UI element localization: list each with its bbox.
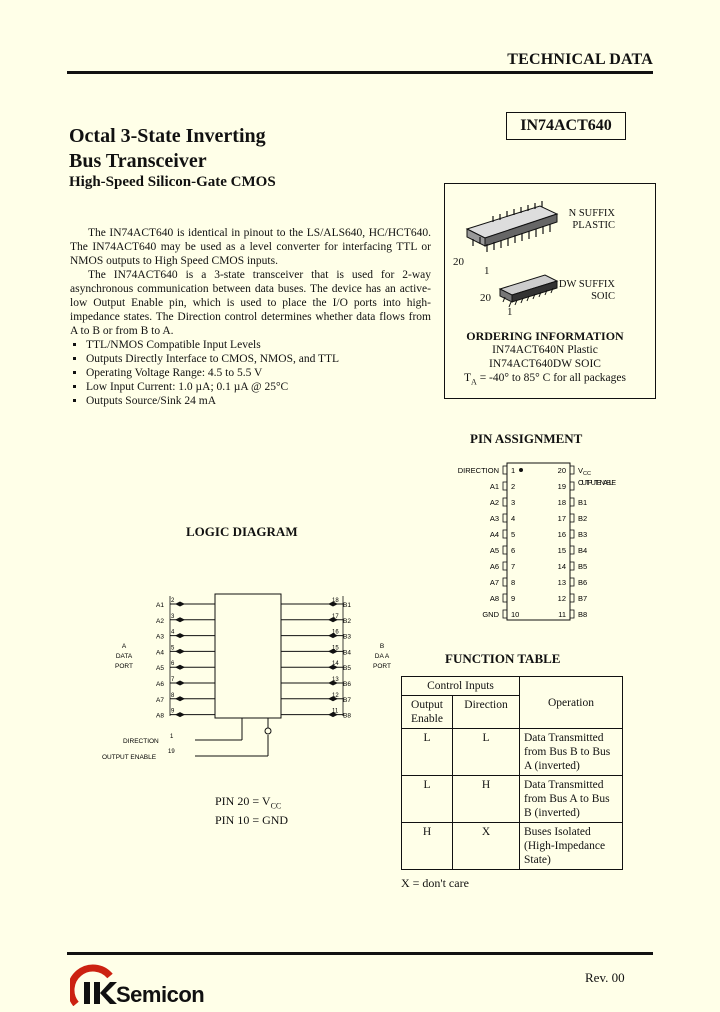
pin-lead xyxy=(570,610,574,618)
b-port-label-3: PORT xyxy=(373,663,391,670)
pin-number-right: 12 xyxy=(557,594,566,603)
pin-name-right: B1 xyxy=(578,498,588,507)
operation-header: Operation xyxy=(520,677,623,729)
pin-name-right: $V_{CC}$ xyxy=(578,466,591,477)
pin-lead xyxy=(503,594,507,602)
pin-lead xyxy=(570,498,574,506)
pin-number-left: 3 xyxy=(511,498,516,507)
arrow-right-icon xyxy=(180,665,185,670)
pin-name-right: B3 xyxy=(578,530,588,539)
b-pin-name: B5 xyxy=(343,665,351,673)
arrow-right-icon xyxy=(180,649,185,654)
b-pin-number: 13 xyxy=(332,677,339,683)
pin-name-right: OUTPUT ENABLE xyxy=(578,480,616,487)
company-name: Semicon xyxy=(116,982,205,1007)
control-inputs-header: Control Inputs xyxy=(402,677,520,696)
a-pin-name: A2 xyxy=(156,617,164,625)
soic-pin20-label: 20 xyxy=(480,292,491,304)
function-table-wrap xyxy=(401,676,623,870)
a-pin-name: A8 xyxy=(156,712,164,720)
dip-package-illustration xyxy=(467,201,557,252)
pin-number-left: 9 xyxy=(511,594,516,603)
pin-lead xyxy=(503,562,507,570)
footer-rule xyxy=(67,952,653,955)
pin-lead xyxy=(503,514,507,522)
ordering-information: ORDERING INFORMATION IN74ACT640N Plastic IN74ACT640DW SOIC $T_A = -40^\circ$ to 85° C for all packages xyxy=(464,329,626,387)
header-rule xyxy=(67,71,653,74)
pin-lead xyxy=(503,546,507,554)
b-port-label-1: B xyxy=(379,643,385,650)
pin-lead xyxy=(503,530,507,538)
arrow-left-icon xyxy=(175,649,180,654)
pin-name-left: A3 xyxy=(489,514,499,523)
dip-pin20-label: 20 xyxy=(453,256,464,268)
pin-lead xyxy=(503,498,507,506)
arrow-left-icon xyxy=(175,602,180,607)
table-row: H X Buses Isolated (High-Impedance State) xyxy=(402,823,623,870)
output-enable-label: OUTPUT ENABLE xyxy=(102,754,157,761)
pin-name-left: GND xyxy=(482,610,499,619)
direction-pin-number: 1 xyxy=(170,734,174,740)
pin-lead xyxy=(570,594,574,602)
arrow-right-icon xyxy=(180,681,185,686)
b-pin-number: 11 xyxy=(332,708,339,715)
revision-label: Rev. 00 xyxy=(585,970,625,985)
pin-name-left: A6 xyxy=(489,562,499,571)
arrow-left-icon xyxy=(175,712,180,717)
a-pin-number: 2 xyxy=(171,598,175,604)
a-pin-number: 9 xyxy=(171,708,175,715)
pin-lead xyxy=(570,578,574,586)
logic-diagram xyxy=(100,588,400,773)
pin-lead xyxy=(570,514,574,522)
dw-suffix-label: DW SUFFIX SOIC xyxy=(558,279,615,302)
soic-pin1-label: 1 xyxy=(507,306,513,318)
b-pin-number: 15 xyxy=(332,645,339,652)
b-pin-number: 14 xyxy=(332,661,339,668)
pin-number-right: 20 xyxy=(557,466,566,475)
feature-list xyxy=(70,338,431,408)
arrow-right-icon xyxy=(180,617,185,622)
a-pin-name: A7 xyxy=(156,696,164,704)
power-pin-note: PIN $20 = V_{CC}$ PIN 10 = GND xyxy=(215,794,289,828)
dip-pin1-label: 1 xyxy=(484,265,490,277)
pin-lead xyxy=(570,482,574,490)
pin-lead xyxy=(570,546,574,554)
function-table xyxy=(401,676,623,870)
arrow-right-icon xyxy=(180,696,185,701)
pin-name-right: B4 xyxy=(578,546,588,555)
arrow-left-icon xyxy=(175,681,180,686)
feature-item: ▪ Operating Voltage Range: 4.5 to 5.5 V xyxy=(86,366,431,380)
page-subtitle: High-Speed Silicon-Gate CMOS xyxy=(69,174,276,190)
arrow-left-icon xyxy=(175,665,180,670)
pin-name-right: B8 xyxy=(578,610,588,619)
a-pin-name: A3 xyxy=(156,633,164,641)
pin-number-left: 7 xyxy=(511,562,516,571)
pin-name-left: A5 xyxy=(489,546,499,555)
a-pin-number: 5 xyxy=(171,645,175,652)
b-port-label-2: DA A xyxy=(374,653,390,660)
b-pin-number: 17 xyxy=(332,613,339,620)
feature-item: ▪ Outputs Source/Sink 24 mA xyxy=(86,394,431,408)
b-pin-name: B7 xyxy=(343,696,351,704)
pin-name-right: B6 xyxy=(578,578,588,587)
pin-number-left: 8 xyxy=(511,578,516,587)
pin-lead xyxy=(503,482,507,490)
output-enable-pin-number: 19 xyxy=(168,749,175,755)
pin-lead xyxy=(570,530,574,538)
output-enable-header: Output Enable xyxy=(402,696,453,729)
pin-name-right: B2 xyxy=(578,514,588,523)
header-title: TECHNICAL DATA xyxy=(507,51,653,68)
pin-number-right: 16 xyxy=(557,530,566,539)
pin-number-right: 19 xyxy=(557,482,566,491)
table-row: L H Data Transmitted from Bus A to Bus B (inverted) xyxy=(402,776,623,823)
pin-number-left: 1 xyxy=(511,466,516,475)
package-drawings xyxy=(445,184,653,324)
table-row: L L Data Transmitted from Bus B to Bus A (inverted) xyxy=(402,729,623,776)
b-pin-name: B8 xyxy=(343,712,351,720)
arrow-left-icon xyxy=(175,617,180,622)
pin-number-right: 14 xyxy=(557,562,566,571)
pin1-marker xyxy=(519,468,523,472)
a-pin-number: 7 xyxy=(171,677,175,683)
arrow-left-icon xyxy=(175,696,180,701)
dont-care-note: X = don't care xyxy=(401,876,469,890)
feature-item: ▪ Outputs Directly Interface to CMOS, NMOS, and TTL xyxy=(86,352,431,366)
n-suffix-label: N SUFFIX PLASTIC xyxy=(568,208,615,231)
pin-lead xyxy=(503,610,507,618)
a-port-label-3: PORT xyxy=(115,663,133,670)
pin-number-right: 17 xyxy=(557,514,566,523)
b-pin-name: B1 xyxy=(343,602,351,609)
arrow-right-icon xyxy=(180,712,185,717)
pin-assignment-diagram xyxy=(440,460,660,625)
direction-header: Direction xyxy=(453,696,520,729)
pin-number-left: 5 xyxy=(511,530,516,539)
pin-lead xyxy=(570,466,574,474)
description-paragraph-2: The IN74ACT640 is a 3-state transceiver that is used for 2-way asynchronous communication between data buses. The device has an active-low Output Enable pin, which is used to place the I/O ports into high-impedance states. The Direction control determines whether data flows from A to B or from B to A. xyxy=(70,269,431,337)
b-pin-name: B2 xyxy=(343,617,351,625)
pin-lead xyxy=(570,562,574,570)
a-pin-number: 4 xyxy=(171,629,175,636)
company-logo-icon xyxy=(70,964,118,1006)
pin-number-left: 4 xyxy=(511,514,516,523)
pin-number-right: 15 xyxy=(557,546,566,555)
a-port-label-1: A xyxy=(121,643,127,650)
pin-number-left: 6 xyxy=(511,546,516,555)
pin-name-left: A4 xyxy=(489,530,499,539)
a-pin-number: 8 xyxy=(171,692,175,699)
feature-item: ▪ TTL/NMOS Compatible Input Levels xyxy=(86,338,431,352)
logic-box xyxy=(215,594,281,718)
pin-assignment-heading: PIN ASSIGNMENT xyxy=(470,431,583,446)
b-pin-name: B3 xyxy=(343,633,351,641)
direction-label: DIRECTION xyxy=(123,738,159,745)
pin-name-right: B7 xyxy=(578,594,588,603)
pin-name-left: A7 xyxy=(489,578,499,587)
logic-diagram-heading: LOGIC DIAGRAM xyxy=(186,524,298,539)
function-table-heading: FUNCTION TABLE xyxy=(445,651,561,666)
pin-name-right: B5 xyxy=(578,562,588,571)
b-pin-number: 18 xyxy=(332,598,339,604)
pin-number-right: 11 xyxy=(558,610,566,619)
arrow-right-icon xyxy=(180,633,185,638)
feature-item: ▪ Low Input Current: 1.0 µA; 0.1 µA @ 25°C xyxy=(86,380,431,394)
a-pin-name: A5 xyxy=(156,665,164,673)
pin-name-left: A8 xyxy=(489,594,499,603)
description xyxy=(70,226,431,408)
pin-number-left: 10 xyxy=(511,610,520,619)
arrow-left-icon xyxy=(175,633,180,638)
a-port-label-2: DATA xyxy=(115,653,133,660)
a-pin-name: A6 xyxy=(156,681,164,688)
a-pin-number: 6 xyxy=(171,661,175,668)
pin-number-right: 13 xyxy=(557,578,566,587)
b-pin-number: 12 xyxy=(332,692,339,699)
pin-lead xyxy=(503,466,507,474)
description-paragraph-1: The IN74ACT640 is identical in pinout to the LS/ALS640, HC/HCT640. The IN74ACT640 may be used as a level converter for interfacing TTL or NMOS outputs to High Speed CMOS inputs. xyxy=(70,227,431,267)
a-pin-number: 3 xyxy=(171,613,175,620)
page-title: Octal 3-State Inverting Bus Transceiver xyxy=(69,125,266,172)
pin-lead xyxy=(503,578,507,586)
pin-number-right: 18 xyxy=(557,498,566,507)
a-pin-name: A1 xyxy=(156,602,164,609)
pin-number-left: 2 xyxy=(511,482,516,491)
b-pin-name: B4 xyxy=(343,649,351,657)
pin-name-left: A1 xyxy=(489,482,499,491)
arrow-right-icon xyxy=(180,602,185,607)
a-pin-name: A4 xyxy=(156,649,164,657)
pin-name-left: DIRECTION xyxy=(457,466,499,475)
part-number-box: IN74ACT640 xyxy=(506,112,626,140)
b-pin-number: 16 xyxy=(332,629,339,636)
pin-name-left: A2 xyxy=(489,498,499,507)
b-pin-name: B6 xyxy=(343,681,351,688)
